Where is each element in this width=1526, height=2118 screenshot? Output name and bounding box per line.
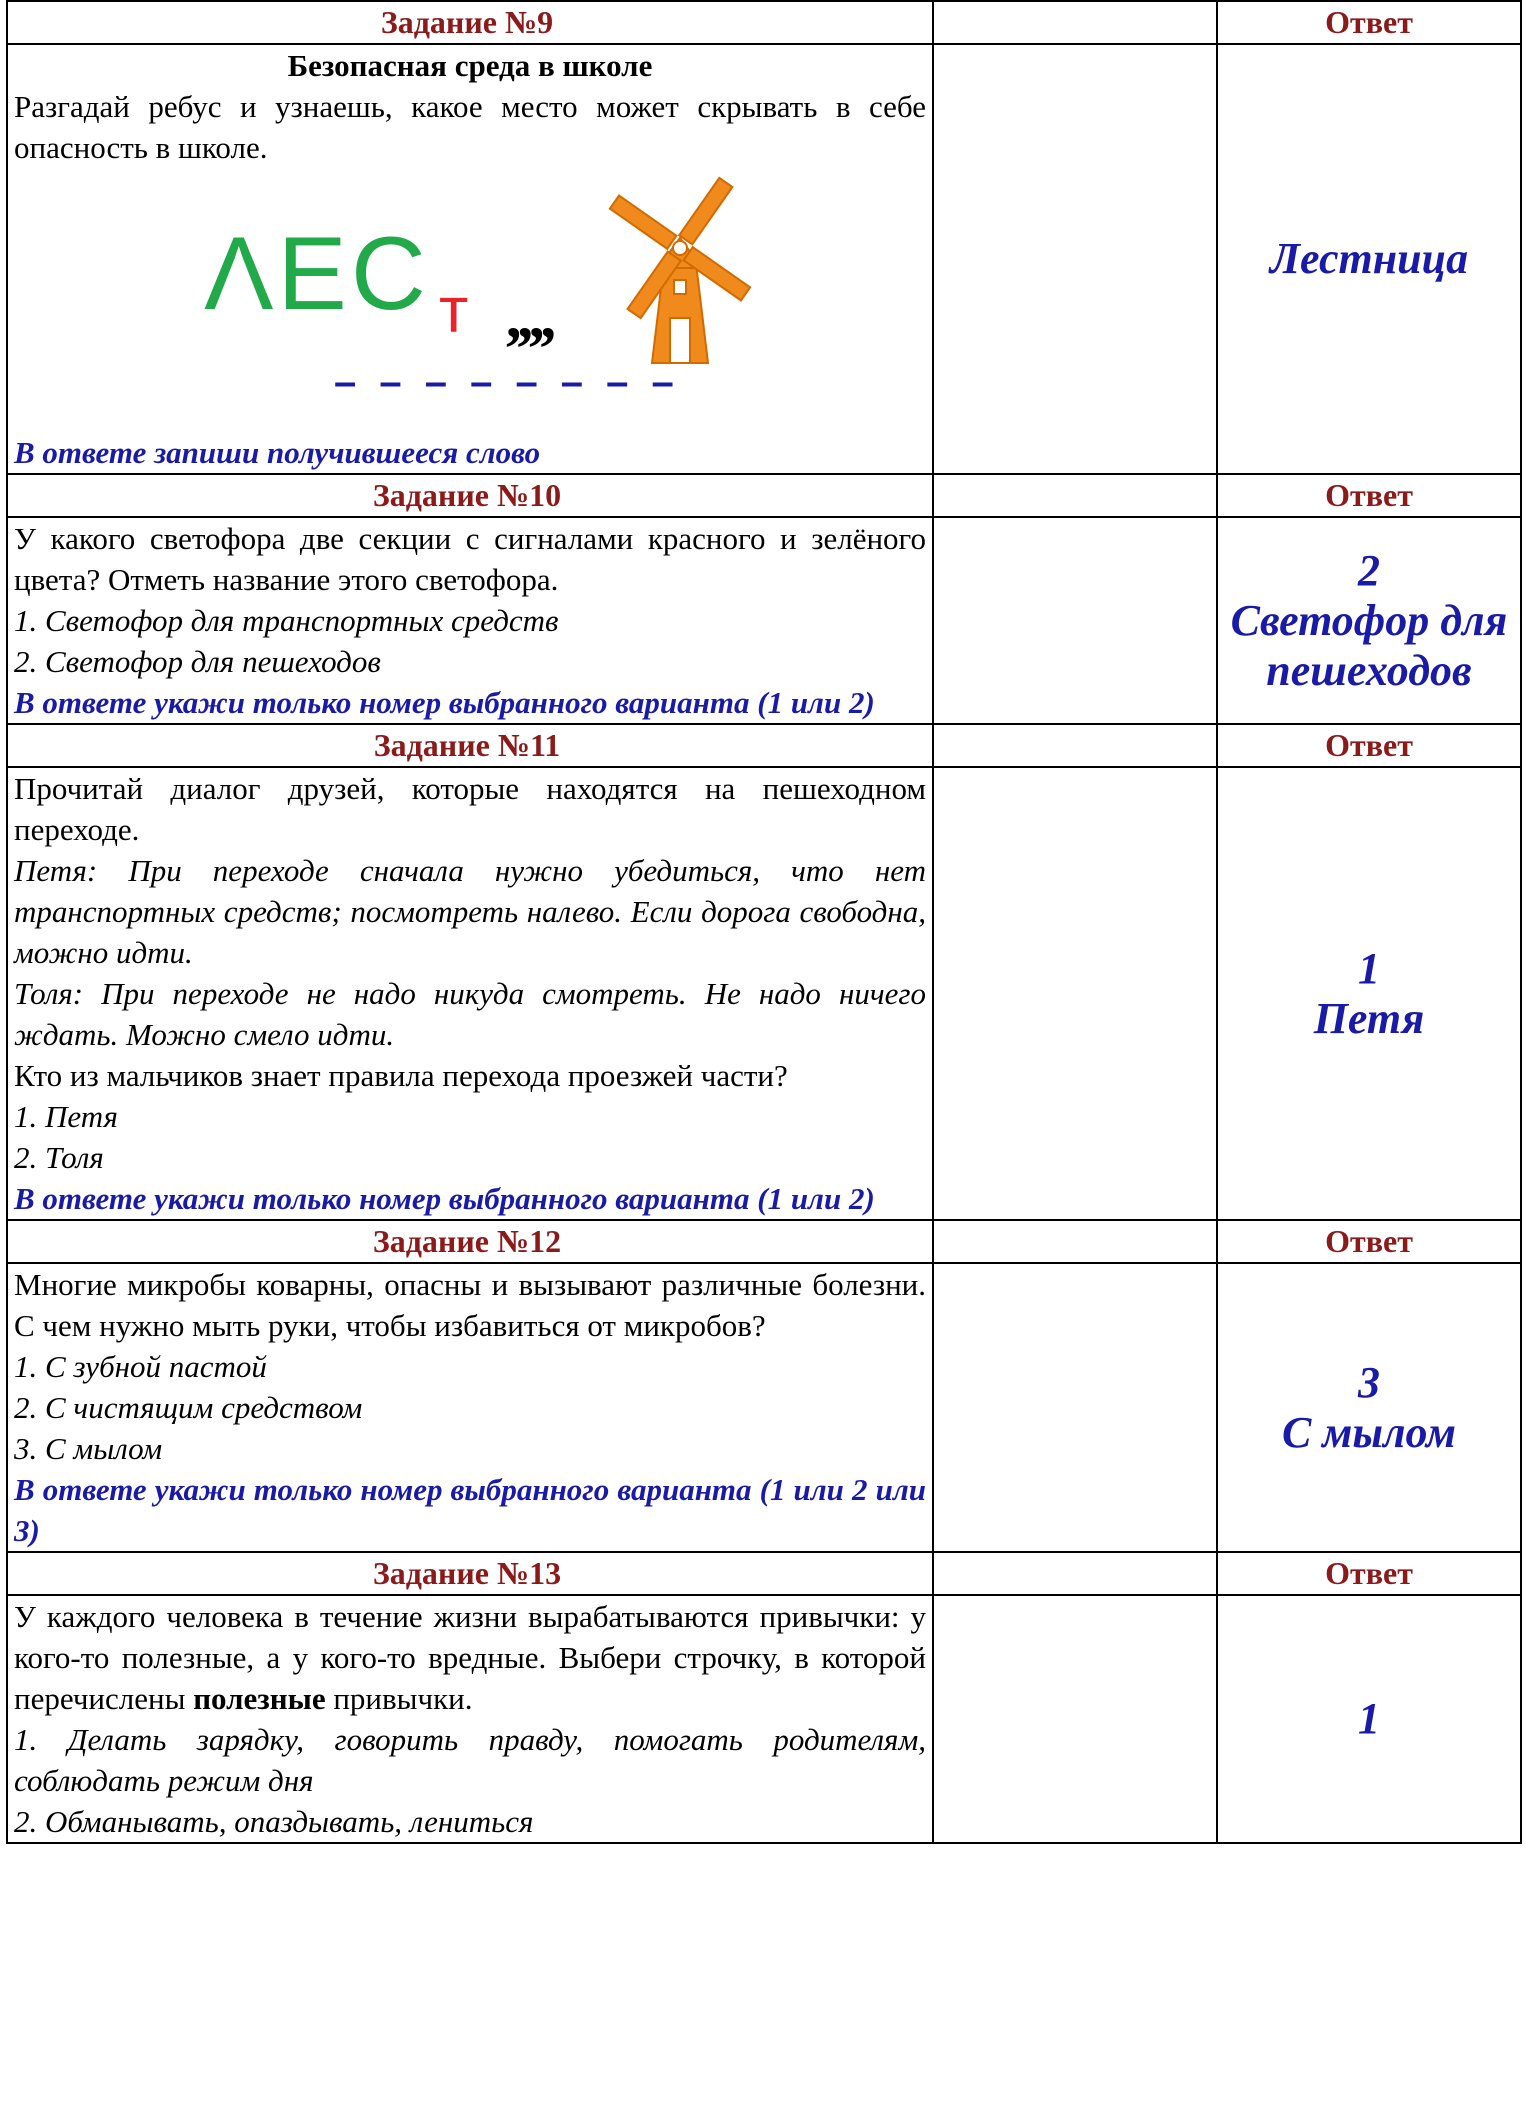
rebus-letters: ΛEC xyxy=(204,216,430,332)
task12-title: Задание №12 xyxy=(7,1220,933,1263)
task11-answer xyxy=(1217,767,1521,1220)
task13-title: Задание №13 xyxy=(7,1552,933,1595)
task10-question xyxy=(7,517,933,724)
task12-option: 2. С чистящим средством xyxy=(14,1390,363,1425)
task12-answer-num: 3 xyxy=(1358,1357,1380,1407)
task13-text-before: У каждого человека в течение жизни вырабатываются привычки: у кого-то полезные, а у кого-то вредные. Выбери строчку, в которой перечислены xyxy=(14,1599,926,1716)
rebus-blanks: – – – – – – – – xyxy=(334,360,680,404)
task11-option: 2. Толя xyxy=(14,1140,104,1175)
task13-text-after: привычки. xyxy=(333,1681,473,1716)
task13-option: 2. Обманывать, опаздывать, лениться xyxy=(14,1804,534,1839)
task12-answer-text: С мылом xyxy=(1281,1407,1457,1457)
tasks-table xyxy=(6,0,1522,1844)
task12-text: Многие микробы коварны, опасны и вызывают различные болезни. С чем нужно мыть руки, чтобы избавиться от микробов? xyxy=(14,1267,926,1343)
empty-cell xyxy=(933,517,1217,724)
task10-hint: В ответе укажи только номер выбранного варианта (1 или 2) xyxy=(14,685,875,720)
rebus xyxy=(14,168,926,432)
task10-answer xyxy=(1217,517,1521,724)
task11-dialog-line: Толя: При переходе не надо никуда смотреть. Не надо ничего ждать. Можно смело идти. xyxy=(14,976,926,1052)
task13-question xyxy=(7,1595,933,1843)
task11-header-row xyxy=(7,724,1521,767)
answer-header: Ответ xyxy=(1217,474,1521,517)
task9-question xyxy=(7,44,933,474)
task13-answer: 1 xyxy=(1217,1595,1521,1843)
task12-option: 1. С зубной пастой xyxy=(14,1349,267,1384)
empty-cell xyxy=(933,1,1217,44)
empty-cell xyxy=(933,474,1217,517)
empty-cell xyxy=(933,1263,1217,1552)
rebus-t: т xyxy=(439,274,469,346)
task9-subtitle: Безопасная среда в школе xyxy=(287,48,653,83)
task13-body-row xyxy=(7,1595,1521,1843)
task9-title: Задание №9 xyxy=(7,1,933,44)
task9-answer: Лестница xyxy=(1217,44,1521,474)
task13-option: 1. Делать зарядку, говорить правду, помогать родителям, соблюдать режим дня xyxy=(14,1722,926,1798)
answer-header: Ответ xyxy=(1217,1,1521,44)
task11-answer-num: 1 xyxy=(1358,943,1380,993)
task11-text: Прочитай диалог друзей, которые находятся на пешеходном переходе. xyxy=(14,771,926,847)
task13-text-bold: полезные xyxy=(193,1681,326,1716)
answer-header: Ответ xyxy=(1217,1220,1521,1263)
task11-option: 1. Петя xyxy=(14,1099,118,1134)
task11-title: Задание №11 xyxy=(7,724,933,767)
answer-header: Ответ xyxy=(1217,1552,1521,1595)
task13-header-row xyxy=(7,1552,1521,1595)
task12-hint: В ответе укажи только номер выбранного варианта (1 или 2 или 3) xyxy=(14,1472,926,1548)
task12-answer xyxy=(1217,1263,1521,1552)
task10-option: 2. Светофор для пешеходов xyxy=(14,644,381,679)
answer-header: Ответ xyxy=(1217,724,1521,767)
task12-question xyxy=(7,1263,933,1552)
task10-text: У какого светофора две секции с сигналами красного и зелёного цвета? Отметь название этого светофора. xyxy=(14,521,926,597)
windmill-icon xyxy=(604,168,756,368)
task11-body-row xyxy=(7,767,1521,1220)
task10-option: 1. Светофор для транспортных средств xyxy=(14,603,559,638)
task12-header-row xyxy=(7,1220,1521,1263)
task10-body-row xyxy=(7,517,1521,724)
task11-question-text: Кто из мальчиков знает правила перехода проезжей части? xyxy=(14,1058,788,1093)
task11-dialog-line: Петя: При переходе сначала нужно убедиться, что нет транспортных средств; посмотреть налево. Если дорога свободна, можно идти. xyxy=(14,853,926,970)
task11-hint: В ответе укажи только номер выбранного варианта (1 или 2) xyxy=(14,1181,875,1216)
empty-cell xyxy=(933,1552,1217,1595)
rebus-commas: ,,,, xyxy=(506,283,552,351)
task9-hint: В ответе запиши получившееся слово xyxy=(14,435,541,470)
task9-body-row xyxy=(7,44,1521,474)
task10-header-row xyxy=(7,474,1521,517)
task11-question xyxy=(7,767,933,1220)
empty-cell xyxy=(933,724,1217,767)
task10-title: Задание №10 xyxy=(7,474,933,517)
empty-cell xyxy=(933,1595,1217,1843)
task10-answer-text: Светофор для пешеходов xyxy=(1230,595,1508,695)
empty-cell xyxy=(933,1220,1217,1263)
task12-body-row xyxy=(7,1263,1521,1552)
task11-answer-text: Петя xyxy=(1313,993,1425,1043)
task10-answer-num: 2 xyxy=(1358,545,1380,595)
task13-text xyxy=(14,1596,926,1719)
task9-text: Разгадай ребус и узнаешь, какое место может скрывать в себе опасность в школе. xyxy=(14,89,926,165)
empty-cell xyxy=(933,44,1217,474)
task12-option: 3. С мылом xyxy=(14,1431,163,1466)
empty-cell xyxy=(933,767,1217,1220)
task9-header-row xyxy=(7,1,1521,44)
